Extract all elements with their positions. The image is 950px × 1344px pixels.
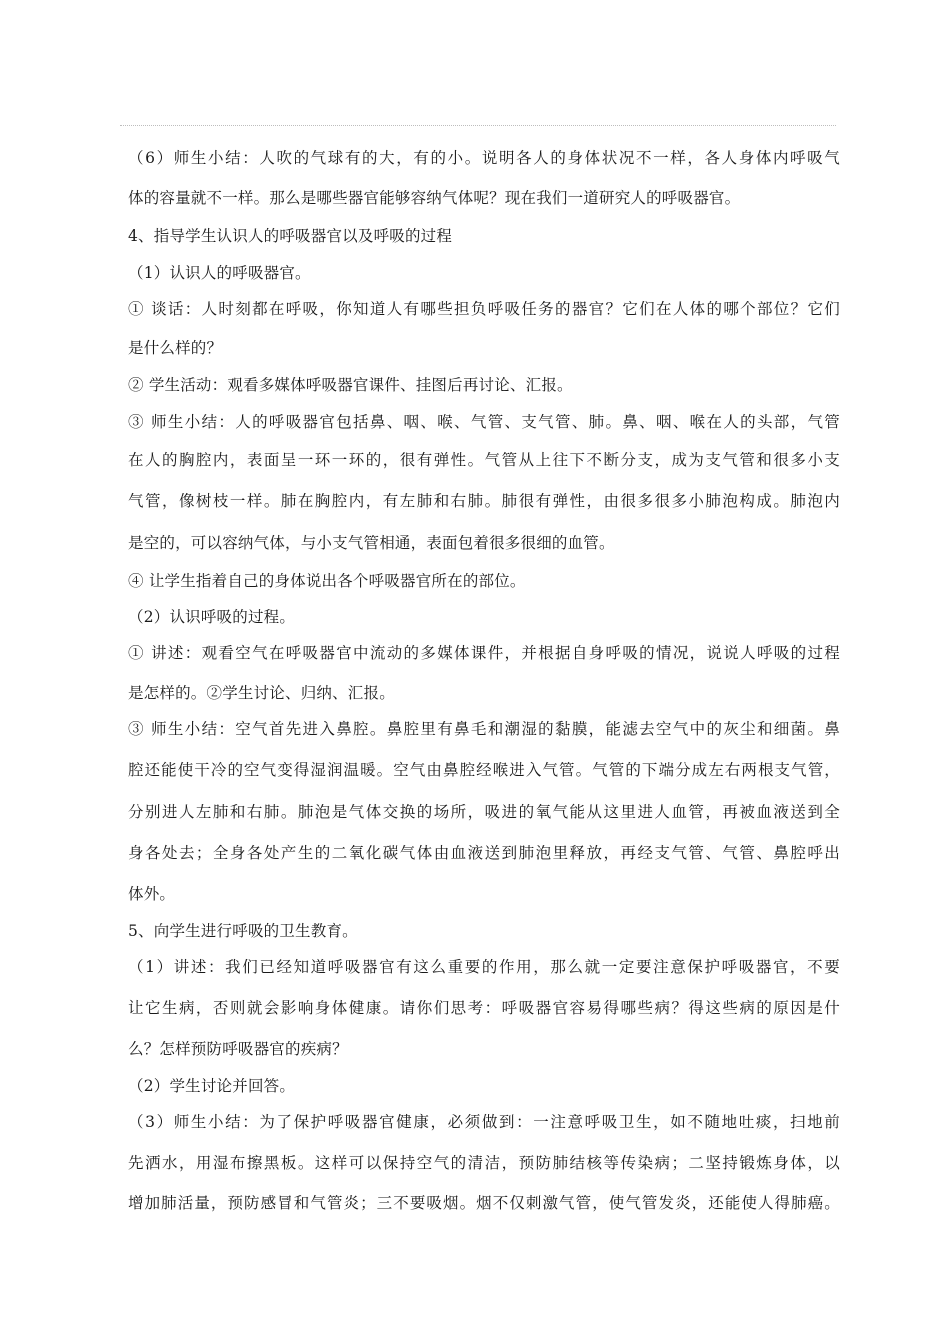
text-line: 增加肺活量，预防感冒和气管炎；三不要吸烟。烟不仅刺激气管，使气管发炎，还能使人得肺癌。	[128, 1194, 840, 1212]
text-line: 么？怎样预防呼吸器官的疾病？	[128, 1040, 348, 1058]
text-line: 分别进人左肺和右肺。肺泡是气体交换的场所，吸进的氧气能从这里进人血管，再被血液送到全	[128, 803, 840, 821]
text-line: 体的容量就不一样。那么是哪些器官能够容纳气体呢？现在我们一道研究人的呼吸器官。	[128, 189, 741, 207]
text-line: （2）学生讨论并回答。	[128, 1077, 296, 1095]
text-line: ① 谈话：人时刻都在呼吸，你知道人有哪些担负呼吸任务的器官？它们在人体的哪个部位？它们	[128, 300, 840, 318]
header-divider	[120, 125, 836, 126]
text-line: （3）师生小结：为了保护呼吸器官健康，必须做到：一注意呼吸卫生，如不随地吐痰，扫地前	[128, 1113, 840, 1131]
text-line: 5、向学生进行呼吸的卫生教育。	[128, 922, 358, 940]
text-line: ③ 师生小结：空气首先进入鼻腔。鼻腔里有鼻毛和潮湿的黏膜，能滤去空气中的灰尘和细菌。鼻	[128, 720, 840, 738]
text-line: （1）认识人的呼吸器官。	[128, 264, 311, 282]
text-line: ④ 让学生指着自己的身体说出各个呼吸器官所在的部位。	[128, 572, 526, 590]
text-line: ② 学生活动：观看多媒体呼吸器官课件、挂图后再讨论、汇报。	[128, 376, 573, 394]
text-line: （6）师生小结：人吹的气球有的大，有的小。说明各人的身体状况不一样，各人身体内呼吸气	[128, 149, 840, 167]
text-line: 先洒水，用湿布擦黑板。这样可以保持空气的清洁，预防肺结核等传染病；二坚持锻炼身体，以	[128, 1154, 840, 1172]
text-line: 让它生病，否则就会影响身体健康。请你们思考：呼吸器官容易得哪些病？得这些病的原因是什	[128, 999, 840, 1017]
text-line: ① 讲述：观看空气在呼吸器官中流动的多媒体课件，并根据自身呼吸的情况，说说人呼吸的过程	[128, 644, 840, 662]
text-line: （1）讲述：我们已经知道呼吸器官有这么重要的作用，那么就一定要注意保护呼吸器官，不要	[128, 958, 840, 976]
text-line: （2）认识呼吸的过程。	[128, 608, 296, 626]
text-line: 是空的，可以容纳气体，与小支气管相通，表面包着很多很细的血管。	[128, 534, 615, 552]
text-line: 体外。	[128, 885, 176, 903]
text-line: 是什么样的？	[128, 339, 223, 357]
text-line: 在人的胸腔内，表面呈一环一环的，很有弹性。气管从上往下不断分支，成为支气管和很多小支	[128, 451, 840, 469]
text-line: 腔还能使干冷的空气变得湿润温暖。空气由鼻腔经喉进入气管。气管的下端分成左右两根支气管，	[128, 761, 840, 779]
text-line: ③ 师生小结：人的呼吸器官包括鼻、咽、喉、气管、支气管、肺。鼻、咽、喉在人的头部，气管	[128, 413, 840, 431]
text-line: 4、指导学生认识人的呼吸器官以及呼吸的过程	[128, 227, 453, 245]
text-line: 身各处去；全身各处产生的二氧化碳气体由血液送到肺泡里释放，再经支气管、气管、鼻腔呼出	[128, 844, 840, 862]
text-line: 气管，像树枝一样。肺在胸腔内，有左肺和右肺。肺很有弹性，由很多很多小肺泡构成。肺泡内	[128, 492, 840, 510]
text-line: 是怎样的。②学生讨论、归纳、汇报。	[128, 684, 395, 702]
